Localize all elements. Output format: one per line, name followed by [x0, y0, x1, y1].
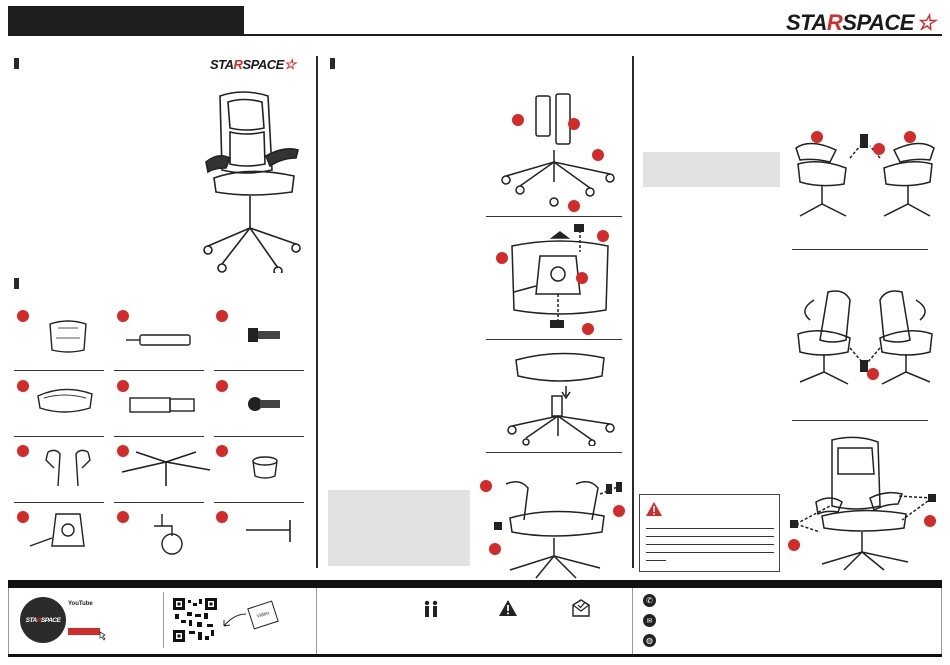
product-brand-logo: STA R SPACE ☆ [210, 56, 296, 72]
footer-divider [8, 588, 9, 654]
flip-armrest-illustration-1 [790, 128, 940, 224]
part-divider [114, 370, 204, 371]
part-number-dot [216, 511, 228, 523]
footer-bottom-bar [8, 654, 942, 657]
callout-dot [512, 114, 524, 126]
email-icon: ✉ [643, 614, 656, 627]
callout-dot [582, 323, 594, 335]
warning-line [646, 544, 774, 545]
mechanism-part-icon [26, 508, 98, 554]
callout-dot [597, 230, 609, 242]
subscribe-button[interactable] [68, 628, 100, 635]
footer-divider [632, 588, 633, 654]
star-base-part-icon [118, 446, 214, 490]
two-person-icon [422, 600, 440, 618]
part-number-dot [17, 380, 29, 392]
part-divider [114, 502, 204, 503]
callout-dot [576, 272, 588, 284]
callout-dot [489, 543, 501, 555]
part-number-dot [216, 380, 228, 392]
star-icon: ☆ [915, 10, 936, 35]
step-divider [792, 249, 928, 250]
gas-lift-small-part-icon [124, 330, 194, 350]
part-divider [214, 502, 304, 503]
part-divider [14, 502, 104, 503]
callout-dot [480, 480, 492, 492]
note-panel [328, 490, 470, 566]
header-brand-logo: STA R SPACE ☆ [786, 10, 936, 35]
bolt-part-icon [248, 326, 282, 344]
warning-box [639, 494, 780, 572]
part-number-dot [216, 310, 228, 322]
footer-top-bar [8, 580, 942, 588]
callout-dot [867, 368, 879, 380]
arrow-icon [220, 612, 248, 630]
callout-dot [568, 118, 580, 130]
warning-line [646, 560, 666, 561]
caution-icon [498, 599, 518, 617]
part-number-dot [117, 380, 129, 392]
footer-brand-badge: STA R SPACE [20, 597, 66, 643]
step-divider [486, 216, 622, 217]
assembled-chair-illustration [198, 88, 304, 273]
envelope-check-icon [572, 599, 590, 617]
cursor-hand-icon [97, 631, 107, 641]
step3-seat-attach-illustration [506, 346, 616, 446]
callout-dot [904, 131, 916, 143]
callout-dot [568, 200, 580, 212]
step-divider [486, 339, 622, 340]
warning-triangle-icon [645, 501, 663, 517]
video-clapper-card: Video [247, 601, 279, 630]
callout-dot [924, 515, 936, 527]
part-divider [14, 436, 104, 437]
warning-line [646, 552, 774, 553]
part-divider [214, 370, 304, 371]
callout-dot [788, 539, 800, 551]
seat-part-icon [34, 384, 96, 416]
section-marker-parts [14, 278, 19, 289]
phone-icon: ✆ [643, 594, 656, 607]
step-divider [486, 452, 622, 453]
section-marker-product [14, 58, 19, 69]
backrest-part-icon [44, 318, 92, 356]
footer-divider [163, 592, 164, 648]
caster-part-icon [148, 512, 188, 556]
step-divider [792, 420, 928, 421]
callout-dot [592, 149, 604, 161]
info-panel [643, 152, 780, 187]
step4-armrests-illustration [480, 474, 630, 580]
allen-key-part-icon [242, 516, 302, 546]
part-divider [14, 370, 104, 371]
column-divider-2 [632, 56, 634, 568]
bolt-part-icon [248, 394, 282, 414]
callout-dot [873, 143, 885, 155]
star-icon: ☆ [283, 56, 296, 72]
gas-lift-part-icon [128, 396, 198, 414]
footer-divider [316, 588, 317, 654]
globe-icon: ◍ [643, 634, 656, 647]
part-divider [214, 436, 304, 437]
callout-dot [613, 505, 625, 517]
column-divider-1 [316, 56, 318, 568]
part-number-dot [216, 445, 228, 457]
youtube-link[interactable]: YouTube [68, 601, 93, 607]
part-number-dot [17, 310, 29, 322]
part-divider [114, 436, 204, 437]
warning-line [646, 536, 774, 537]
cover-cap-part-icon [250, 456, 280, 480]
section-marker-assembly [330, 58, 335, 69]
part-number-dot [117, 511, 129, 523]
header-title-bar [8, 6, 244, 36]
qr-code[interactable] [173, 598, 217, 642]
armrests-part-icon [40, 446, 96, 492]
warning-line [646, 528, 774, 529]
footer-divider [941, 588, 942, 654]
part-number-dot [117, 310, 129, 322]
flip-armrest-illustration-2 [788, 286, 942, 390]
callout-dot [811, 131, 823, 143]
part-number-dot [17, 445, 29, 457]
final-chair-illustration [786, 436, 942, 572]
callout-dot [496, 252, 508, 264]
